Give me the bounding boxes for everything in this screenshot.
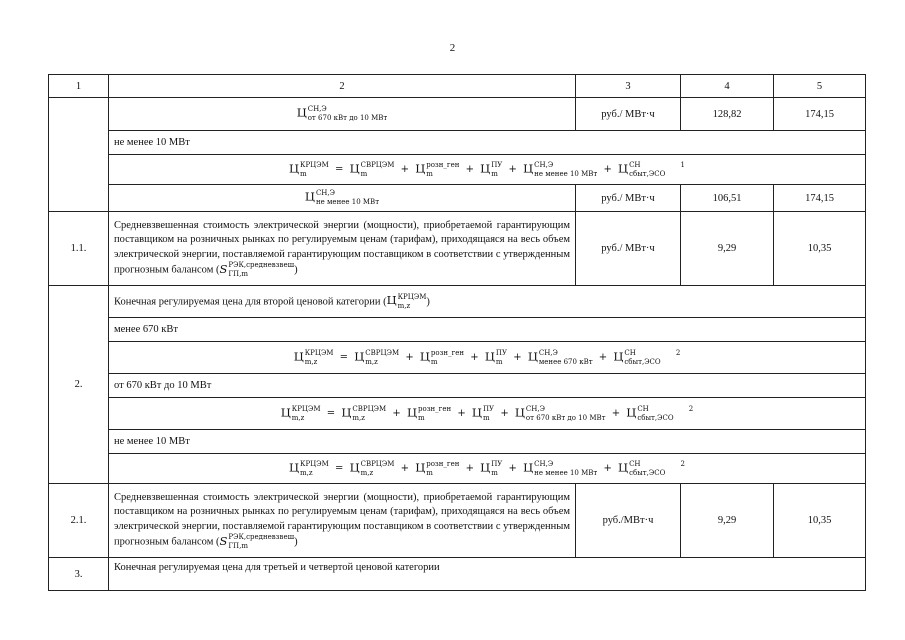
row-description: Конечная регулируемая цена для третьей и четвертой ценовой категории [109, 558, 866, 591]
subcategory-label: менее 670 кВт [109, 318, 866, 342]
header-col-2: 2 [109, 75, 576, 98]
unit-cell: руб./МВт·ч [576, 484, 681, 558]
row-description: Средневзвешенная стоимость электрической энергии (мощности), приобретаемой гарантирующим поставщиком на розничных рынках по регулируемым ценам (тарифам), приходящаяся на весь объем электрической энергии, поставляемой гарантирующим поставщиком в соответствии с утвержденным прогнозным балансом (S РЭК,средневзвеш ГП,m ) [109, 212, 576, 286]
table-header-row [49, 75, 866, 98]
table-row [49, 558, 866, 591]
price-formula-2-min10: Ц КРЦЭМ m,z = Ц СВРЦЭМ m,z + Ц розн_ген m + Ц ПУ m + Ц СН,Э не менее 10 МВт + Ц СН сбыт,ЭСО $^2$ [109, 454, 866, 484]
footnote-marker: 2 [675, 349, 681, 357]
value-col-5: 10,35 [774, 484, 866, 558]
footnote-marker: 2 [680, 460, 685, 468]
table-row [49, 212, 866, 286]
price-formula-2-lt670: Ц КРЦЭМ m,z = Ц СВРЦЭМ m,z + Ц розн_ген m + Ц ПУ m + Ц СН,Э менее 670 кВт + Ц СН сбыт,ЭСО $^2$ [109, 342, 866, 374]
header-col-4: 4 [681, 75, 774, 98]
header-col-5: 5 [774, 75, 866, 98]
table-row [49, 98, 866, 131]
footnote-marker: 2 [688, 405, 694, 413]
table-row [49, 131, 866, 155]
row-number: 2.1. [49, 484, 109, 558]
value-col-4: 128,82 [681, 98, 774, 131]
header-col-1: 1 [49, 75, 109, 98]
subcategory-label: не менее 10 МВт [109, 131, 866, 155]
table-row [49, 318, 866, 342]
row-number: 3. [49, 558, 109, 591]
row-description: Средневзвешенная стоимость электрической энергии (мощности), приобретаемой гарантирующим поставщиком на розничных рынках по регулируемым ценам (тарифам), приходящаяся на весь объем электрической энергии, поставляемой гарантирующим поставщиком в соответствии с утвержденным прогнозным балансом (S РЭК,средневзвеш ГП,m ) [109, 484, 576, 558]
header-col-3: 3 [576, 75, 681, 98]
value-col-5: 174,15 [774, 98, 866, 131]
price-formula-1: Ц КРЦЭМ m = Ц СВРЦЭМ m + Ц розн_ген m + Ц ПУ m + Ц СН,Э не менее 10 МВт + Ц СН сбыт,ЭСО $^1$ [109, 155, 866, 185]
table-row [49, 484, 866, 558]
value-col-4: 106,51 [681, 185, 774, 212]
value-col-4: 9,29 [681, 484, 774, 558]
tariff-table [48, 74, 866, 591]
tariff-symbol-from670: Ц СН,Э от 670 кВт до 10 МВт [109, 98, 576, 131]
subcategory-label: от 670 кВт до 10 МВт [109, 374, 866, 398]
row-number: 2. [49, 286, 109, 484]
table-row [49, 286, 866, 318]
empty-number-cell [49, 98, 109, 212]
table-row [49, 430, 866, 454]
table-row [49, 454, 866, 484]
subcategory-label: не менее 10 МВт [109, 430, 866, 454]
unit-cell: руб./ МВт·ч [576, 212, 681, 286]
tariff-symbol-min10: Ц СН,Э не менее 10 МВт [109, 185, 576, 212]
table-row [49, 342, 866, 374]
row-number: 1.1. [49, 212, 109, 286]
value-col-4: 9,29 [681, 212, 774, 286]
unit-cell: руб./ МВт·ч [576, 185, 681, 212]
unit-cell: руб./ МВт·ч [576, 98, 681, 131]
footnote-marker: 1 [680, 161, 685, 169]
table-row [49, 398, 866, 430]
value-col-5: 174,15 [774, 185, 866, 212]
table-row [49, 374, 866, 398]
row-description: Конечная регулируемая цена для второй ценовой категории (Ц КРЦЭМ m,z ) [109, 286, 866, 318]
price-formula-2-from670: Ц КРЦЭМ m,z = Ц СВРЦЭМ m,z + Ц розн_ген m + Ц ПУ m + Ц СН,Э от 670 кВт до 10 МВт + Ц СН сбыт,ЭСО $^2$ [109, 398, 866, 430]
table-row [49, 185, 866, 212]
table-row [49, 155, 866, 185]
value-col-5: 10,35 [774, 212, 866, 286]
page-number: 2 [449, 42, 456, 54]
